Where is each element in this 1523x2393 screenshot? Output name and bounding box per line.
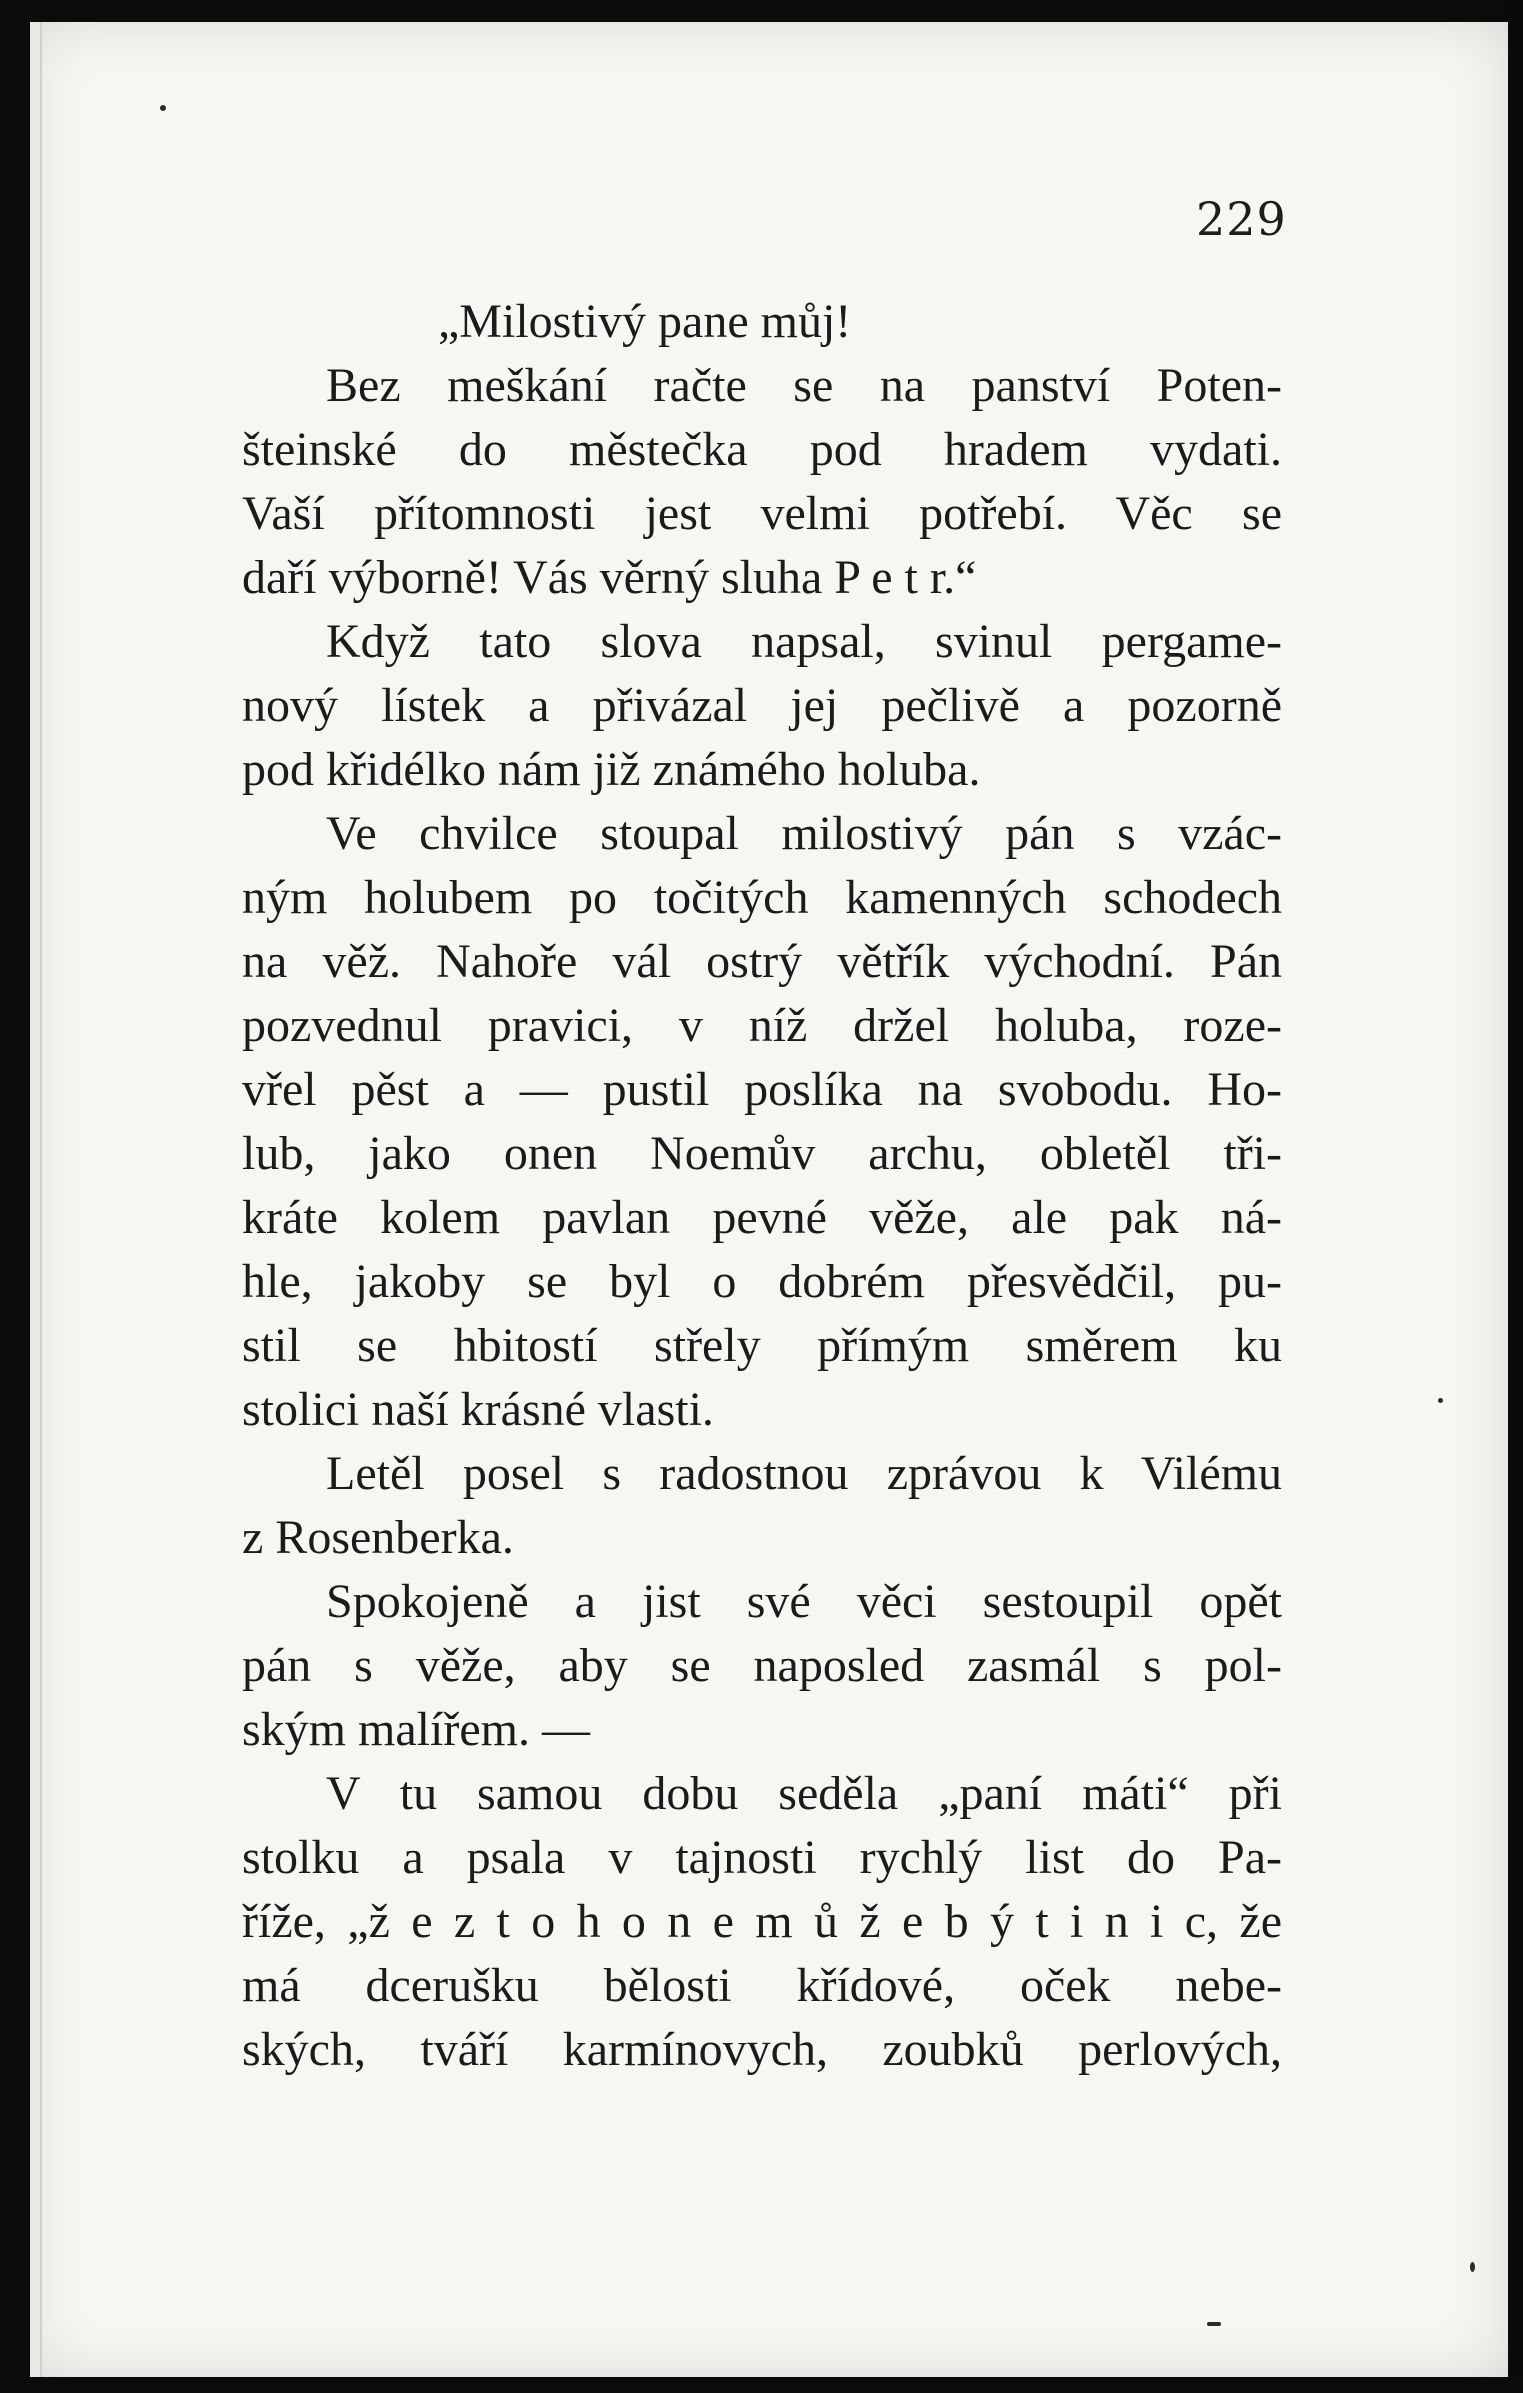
text-line: V tu samou dobu seděla „paní máti“ při [326,1767,1282,1820]
text-line: stolku a psala v tajnosti rychlý list do Pa- [242,1831,1282,1884]
scan-right-border [1508,0,1523,2393]
text-line: stolici naší krásné vlasti. [242,1383,714,1436]
text-line: Když tato slova napsal, svinul pergame- [326,615,1282,668]
text-line: pod křidélko nám již známého holuba. [242,743,981,796]
text-line: lub, jako onen Noemův archu, obletěl tři- [242,1127,1282,1180]
text-line: pozvednul pravici, v níž držel holuba, roze- [242,999,1282,1052]
text-line: říže, „ž e z t o h o n e m ů ž e b ý t i n i c, že [242,1895,1282,1948]
text-line: Ve chvilce stoupal milostivý pán s vzác- [326,807,1282,860]
page-number: 229 [1196,192,1287,246]
text-line: má dcerušku bělosti křídové, oček nebe- [242,1959,1282,2012]
text-line: na věž. Nahoře vál ostrý větřík východní. Pán [242,935,1282,988]
paper-speck [1470,2262,1475,2272]
scan-left-border [0,0,30,2393]
text-line: ským malířem. — [242,1703,590,1756]
page-text [242,290,1282,2082]
paper-speck [160,105,166,111]
paper-speck [1438,1398,1443,1403]
paper-speck [1207,2322,1221,2326]
text-line: vřel pěst a — pustil poslíka na svobodu. Ho- [242,1063,1282,1116]
text-line: Spokojeně a jist své věci sestoupil opět [326,1575,1282,1628]
scan-bottom-border [0,2377,1523,2393]
text-line: hle, jakoby se byl o dobrém přesvědčil, pu- [242,1255,1282,1308]
text-line: „Milostivý pane můj! [438,295,852,348]
text-line: z Rosenberka. [242,1511,514,1564]
text-line: Bez meškání račte se na panství Poten- [326,359,1282,412]
text-line: stil se hbitostí střely přímým směrem ku [242,1319,1282,1372]
text-line: šteinské do městečka pod hradem vydati. [242,423,1282,476]
text-line: pán s věže, aby se naposled zasmál s pol- [242,1639,1282,1692]
page-gutter-edge [30,22,42,2377]
text-line: daří výborně! Vás věrný sluha P e t r.“ [242,551,977,604]
text-line: nový lístek a přivázal jej pečlivě a pozorně [242,679,1282,732]
text-line: Letěl posel s radostnou zprávou k Vilému [326,1447,1282,1500]
scan-top-border [0,0,1523,22]
text-line: ným holubem po točitých kamenných schodech [242,871,1282,924]
text-line: Vaší přítomnosti jest velmi potřebí. Věc se [242,487,1282,540]
text-line: kráte kolem pavlan pevné věže, ale pak ná- [242,1191,1282,1244]
text-line: ských, tváří karmínovych, zoubků perlových, [242,2023,1282,2076]
